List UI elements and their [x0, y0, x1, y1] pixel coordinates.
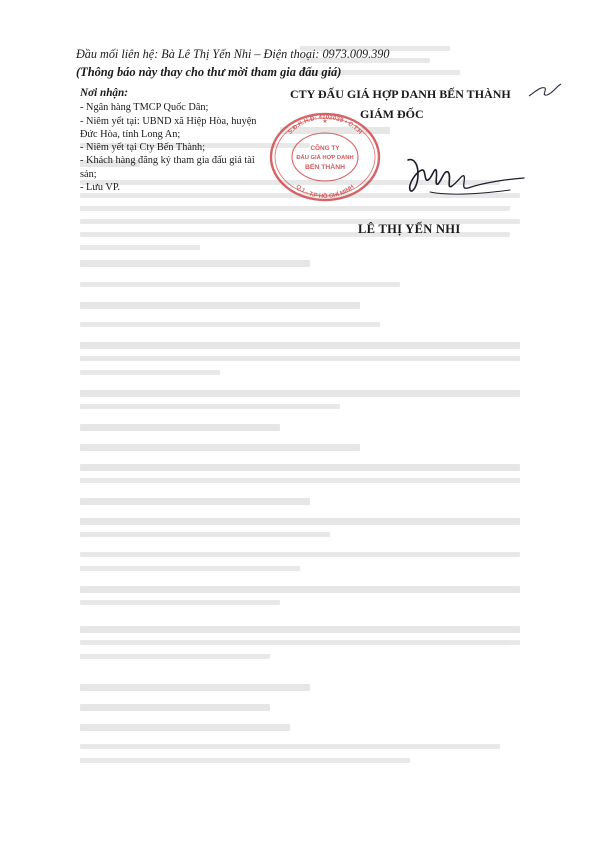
recipient-item: - Lưu VP.	[80, 182, 121, 194]
seal-center-line: BẾN THÀNH	[304, 164, 346, 171]
handwritten-signature	[400, 150, 530, 206]
signer-name: LÊ THỊ YẾN NHI	[358, 222, 461, 236]
seal-bottom-text: Q.1 - T.P HỒ CHÍ MINH	[294, 184, 356, 201]
notice-text: (Thông báo này thay cho thư mời tham gia đấu giá)	[76, 65, 342, 79]
seal-center-line: ĐẤU GIÁ HỢP DANH	[296, 155, 354, 161]
recipients-title: Nơi nhận:	[80, 87, 128, 99]
recipient-item: - Niêm yết tại: UBND xã Hiệp Hòa, huyện Đức Hòa, tỉnh Long An;	[80, 115, 257, 140]
seal-center-line: CÔNG TY	[310, 145, 340, 152]
signer-position: GIÁM ĐỐC	[360, 107, 424, 121]
svg-text:★: ★	[322, 119, 328, 125]
initial-mark	[525, 80, 565, 102]
contact-info	[76, 46, 389, 63]
recipient-item: - Khách hàng đăng ký tham gia đấu giá tài sản;	[80, 155, 255, 180]
company-seal	[268, 112, 382, 202]
company-name: CTY ĐẤU GIÁ HỢP DANH BẾN THÀNH	[290, 87, 511, 101]
seal-outer-text: S.Đ.K.H.Đ: 4102028 • C.T.H	[286, 113, 364, 136]
recipient-item: - Niêm yết tại Cty Bến Thành;	[80, 142, 206, 154]
recipient-item: - Ngân hàng TMCP Quốc Dân;	[80, 102, 209, 114]
recipients-list	[80, 87, 270, 194]
contact-line: Đầu mối liên hệ: Bà Lê Thị Yến Nhi – Điện thoại: 0973.009.390	[76, 47, 390, 61]
